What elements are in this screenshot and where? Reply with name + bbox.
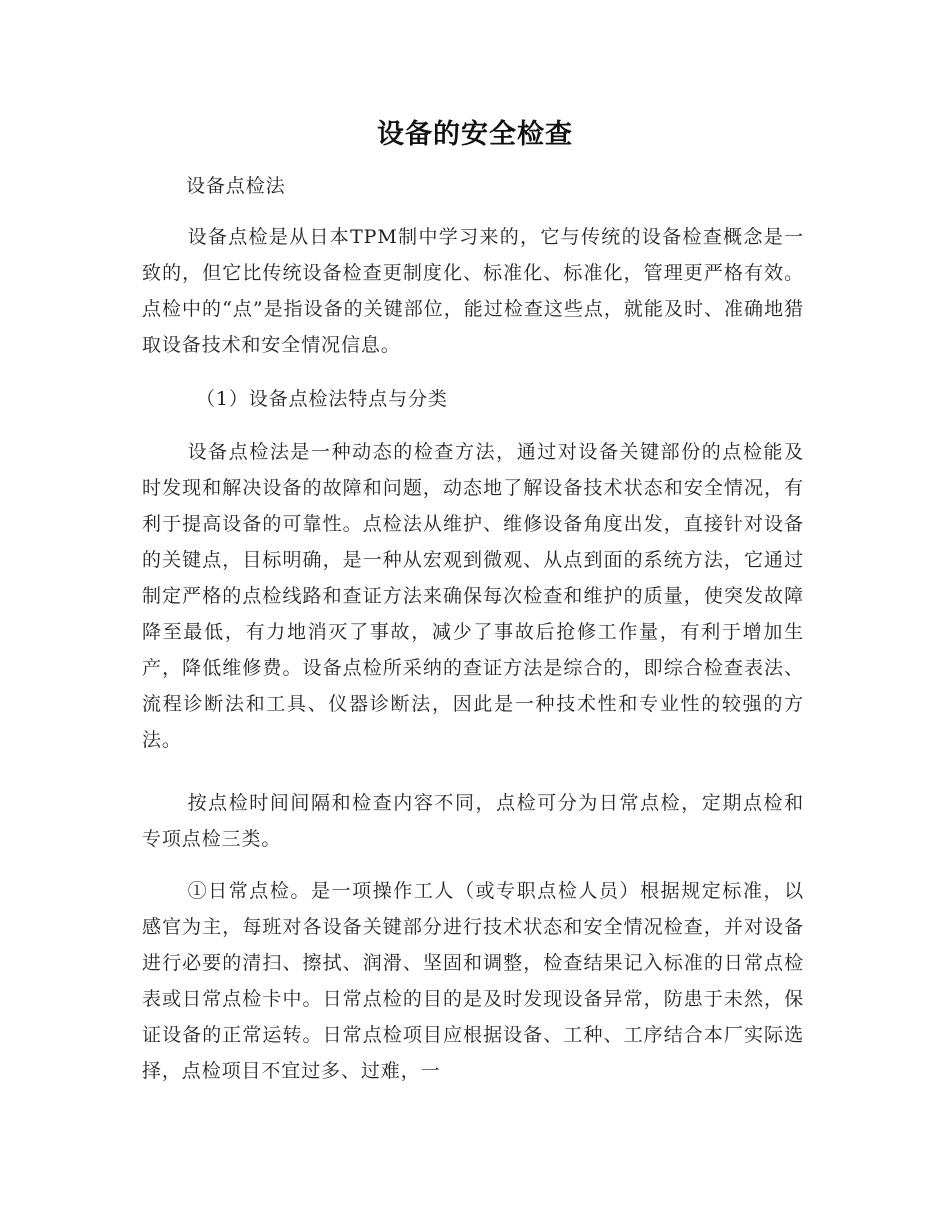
paragraph-daily-inspection: ①日常点检。是一项操作工人（或专职点检人员）根据规定标准，以感官为主，每班对各设备关键部分进行技术状态和安全情况检查，并对设备进行必要的清扫、擦拭、润滑、坚固和调整，检查结果记入标准的日常点检表或日常点检卡中。日常点检的目的是及时发现设备异常，防患于未然，保证设备的正常运转。日常点检项目应根据设备、工种、工序结合本厂实际选择，点检项目不宜过多、过难，一 [142,880,804,1082]
document-title: 设备的安全检查 [377,119,573,150]
subsection-heading: （1）设备点检法特点与分类 [196,388,448,410]
paragraph-features: 设备点检法是一种动态的检查方法，通过对设备关键部份的点检能及时发现和解决设备的故障和问题，动态地了解设备技术状态和安全情况，有利于提高设备的可靠性。点检法从维护、维修设备角度出发，直接针对设备的关键点，目标明确，是一种从宏观到微观、从点到面的系统方法，它通过制定严格的点检线路和查证方法来确保每次检查和维护的质量，使突发故障降至最低，有力地消灭了事故，减少了事故后抢修工作量，有利于增加生产，降低维修费。设备点检所采纳的查证方法是综合的，即综合检查表法、流程诊断法和工具、仪器诊断法，因此是一种技术性和专业性的较强的方法。 [142,441,804,751]
section-heading: 设备点检法 [186,175,286,197]
paragraph-intro: 设备点检是从日本TPM制中学习来的，它与传统的设备检查概念是一致的，但它比传统设备检查更制度化、标准化、标准化，管理更严格有效。点检中的“点”是指设备的关键部位，能过检查这些点，就能及时、准确地猎取设备技术和安全情况信息。 [142,226,804,356]
paragraph-classification: 按点检时间间隔和检查内容不同，点检可分为日常点检，定期点检和专项点检三类。 [142,792,804,850]
